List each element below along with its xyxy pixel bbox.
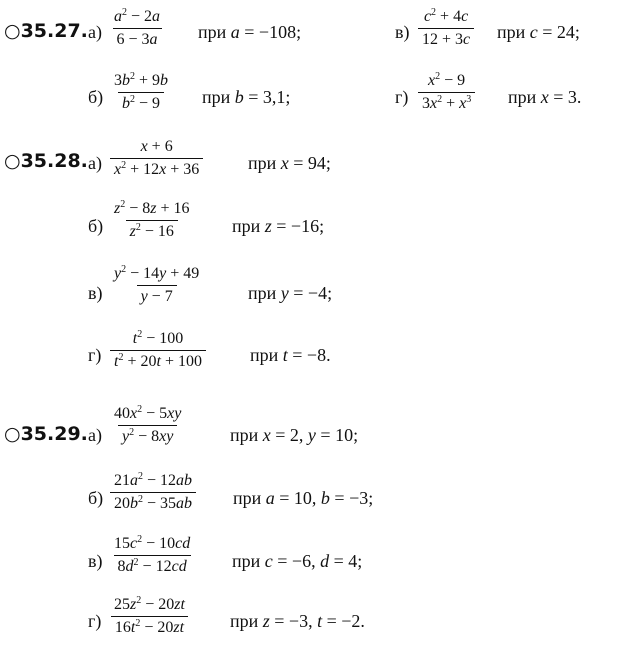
item-letter: в) [88,551,103,571]
fraction [110,535,194,576]
condition: при t = −8. [250,345,331,365]
condition: при z = −16; [232,216,325,236]
fraction [418,72,475,113]
condition: при y = −4; [248,283,333,303]
denominator: y − 7 [137,285,177,306]
fraction [110,472,196,513]
numerator: $40x^2 - 5xy$ [114,404,182,422]
item-letter: г) [88,611,102,631]
numerator: $21a^2 - 12ab$ [114,471,193,489]
numerator: $c^2 + 4c$ [423,7,469,25]
numerator: $y^2 - 14y + 49$ [114,264,200,282]
numerator: $x^2 - 9$ [428,71,466,89]
fraction [110,72,172,113]
item-letter: а) [88,22,102,42]
problem-number-35-27: ○35.27. [4,20,88,42]
denominator: $x^2 + 12x + 36$ [110,158,203,179]
denominator: $3x^2 + x^3$ [418,92,475,113]
denominator: $y^2 - 8xy$ [118,425,177,446]
item-letter: б) [88,488,104,508]
fraction [110,265,203,306]
condition: при b = 3,1; [202,87,291,107]
condition: при x = 3. [508,87,582,107]
numerator: $3b^2 + 9b$ [114,71,169,89]
problem-number-35-28: ○35.28. [4,150,88,172]
condition: при a = 10, b = −3; [233,488,374,508]
item-letter: б) [88,216,104,236]
numerator: $a^2 - 2a$ [114,7,161,25]
fraction [110,596,189,637]
condition: при a = −108; [198,22,302,42]
fraction [110,405,185,446]
condition: при c = 24; [497,22,580,42]
condition: при z = −3, t = −2. [230,611,365,631]
condition: при c = −6, d = 4; [232,551,363,571]
item-letter: г) [395,87,409,107]
condition: при x = 94; [248,153,331,173]
item-letter: б) [88,87,104,107]
denominator: $z^2 - 16$ [126,220,178,241]
fraction [110,8,164,49]
numerator: $z^2 - 8z + 16$ [114,199,190,217]
item-letter: а) [88,425,102,445]
denominator: $b^2 - 9$ [118,92,164,113]
problem-number-35-29: ○35.29. [4,423,88,445]
fraction [418,8,474,49]
condition: при x = 2, y = 10; [230,425,359,445]
numerator: x + 6 [140,138,173,155]
numerator: $15c^2 - 10cd$ [114,534,191,552]
item-letter: в) [88,283,103,303]
item-letter: а) [88,153,102,173]
fraction [110,330,206,371]
denominator: $16t^2 - 20zt$ [111,616,188,637]
denominator: 6 − 3a [113,28,162,49]
denominator: $8d^2 - 12cd$ [114,555,191,576]
numerator: $25z^2 - 20zt$ [114,595,185,613]
fraction [110,138,203,179]
denominator: $t^2 + 20t + 100$ [110,350,206,371]
denominator: $20b^2 - 35ab$ [110,492,196,513]
fraction [110,200,194,241]
item-letter: г) [88,345,102,365]
item-letter: в) [395,22,410,42]
numerator: $t^2 - 100$ [132,329,184,347]
denominator: 12 + 3c [418,28,474,49]
